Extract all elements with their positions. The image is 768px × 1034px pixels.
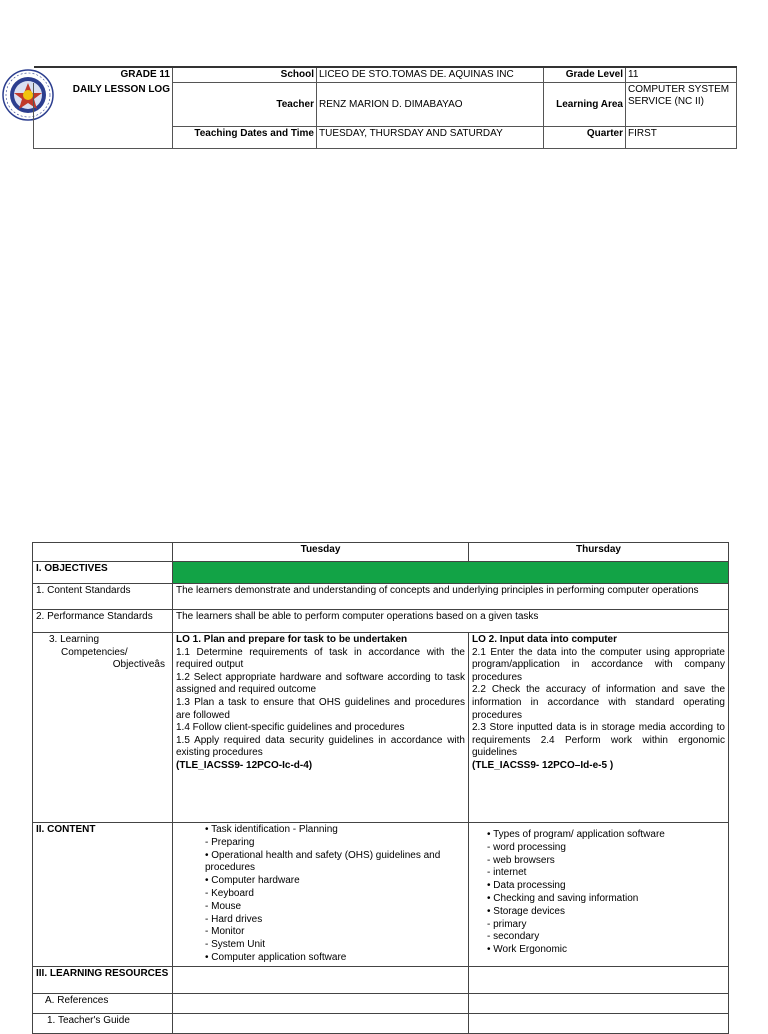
competencies-label-line-3: Objectiveâs xyxy=(112,659,165,671)
competencies-label xyxy=(33,633,173,823)
thursday-lo-title: LO 2. Input data into computer xyxy=(472,634,617,645)
content-label: II. CONTENT xyxy=(33,823,173,967)
references-tuesday xyxy=(173,993,469,1013)
content-standards-text: The learners demonstrate and understanding of concepts and underlying principles in performing computer operations xyxy=(173,584,729,610)
grade-level-label: Grade Level xyxy=(544,67,626,83)
thursday-competency-code: (TLE_IACSS9- 12PCO–Id-e-5 ) xyxy=(472,759,614,771)
tuesday-column-header: Tuesday xyxy=(173,543,469,562)
thursday-content-item: • Work Ergonomic xyxy=(487,944,568,956)
thursday-content-item: • Data processing xyxy=(487,880,566,892)
tuesday-content-item: - Hard drives xyxy=(205,913,263,925)
learning-area-label: Learning Area xyxy=(544,83,626,127)
content-standards-label: 1. Content Standards xyxy=(33,584,173,610)
thursday-content-item: - web browsers xyxy=(487,854,555,866)
thursday-lo-item: 2.1 Enter the data into the computer using appropriate program/application in accordance with company procedures xyxy=(472,646,725,683)
tuesday-lo-item: 1.2 Select appropriate hardware and software according to task assigned and required outcome xyxy=(176,671,465,696)
teachers-guide-label: 1. Teacher's Guide xyxy=(33,1013,173,1033)
teacher-label: Teacher xyxy=(173,83,317,127)
thursday-content-item: - secondary xyxy=(487,931,540,943)
daily-lesson-log-title: DAILY LESSON LOG xyxy=(34,83,173,149)
tuesday-lo-item: 1.3 Plan a task to ensure that OHS guidelines and procedures are followed xyxy=(176,696,465,721)
learning-resources-label: III. LEARNING RESOURCES xyxy=(33,966,173,993)
teaching-dates-label: Teaching Dates and Time xyxy=(173,127,317,149)
thursday-column-header: Thursday xyxy=(469,543,729,562)
learning-resources-tuesday xyxy=(173,966,469,993)
objectives-bar xyxy=(173,562,729,584)
performance-standards-text: The learners shall be able to perform computer operations based on a given tasks xyxy=(173,610,729,633)
tuesday-lo-item: 1.5 Apply required data security guidelines in accordance with existing procedures xyxy=(176,734,465,759)
competencies-label-line-2: Competencies/ xyxy=(61,646,128,658)
tuesday-content-item: - Mouse xyxy=(205,900,242,912)
teachers-guide-tuesday xyxy=(173,1013,469,1033)
blank-header-cell xyxy=(33,543,173,562)
tuesday-content-item: • Task identification - Planning xyxy=(205,824,338,835)
performance-standards-label: 2. Performance Standards xyxy=(33,610,173,633)
tuesday-lo-title: LO 1. Plan and prepare for task to be undertaken xyxy=(176,634,408,645)
thursday-content xyxy=(469,823,729,967)
thursday-content-item: - primary xyxy=(487,918,527,930)
tuesday-content xyxy=(173,823,469,967)
tuesday-content-item: - Keyboard xyxy=(205,887,254,899)
references-label: A. References xyxy=(33,993,173,1013)
thursday-competencies xyxy=(469,633,729,823)
thursday-lo-item: 2.2 Check the accuracy of information and save the information in accordance with standard operating procedures xyxy=(472,684,725,721)
objectives-label: I. OBJECTIVES xyxy=(33,562,173,584)
learning-resources-thursday xyxy=(469,966,729,993)
lesson-table xyxy=(32,542,729,1034)
header-table xyxy=(33,66,737,149)
tuesday-content-item: - Preparing xyxy=(205,836,255,848)
tuesday-content-item: • Operational health and safety (OHS) guidelines and procedures xyxy=(205,849,441,874)
thursday-lo-item: 2.3 Store inputted data is in storage media according to requirements 2.4 Perform work within ergonomic guidelines xyxy=(472,722,725,759)
learning-area-value: COMPUTER SYSTEM SERVICE (NC II) xyxy=(626,83,737,127)
grade-level-value: 11 xyxy=(626,67,737,83)
quarter-label: Quarter xyxy=(544,127,626,149)
thursday-content-item: • Types of program/ application software xyxy=(487,829,665,840)
teachers-guide-thursday xyxy=(469,1013,729,1033)
thursday-content-item: • Storage devices xyxy=(487,905,565,917)
school-value: LICEO DE STO.TOMAS DE. AQUINAS INC xyxy=(317,67,544,83)
tuesday-content-item: - System Unit xyxy=(205,939,266,951)
competencies-label-line-1: 3. Learning xyxy=(49,634,100,645)
teacher-value: RENZ MARION D. DIMABAYAO xyxy=(317,83,544,127)
tuesday-content-item: • Computer hardware xyxy=(205,875,300,887)
tuesday-lo-item: 1.4 Follow client-specific guidelines and procedures xyxy=(176,722,405,734)
tuesday-lo-item: 1.1 Determine requirements of task in accordance with the required output xyxy=(176,646,465,671)
grade-label: GRADE 11 xyxy=(34,67,173,83)
thursday-content-item: - internet xyxy=(487,867,527,879)
tuesday-competency-code: (TLE_IACSS9- 12PCO-Ic-d-4) xyxy=(176,759,313,771)
tuesday-content-item: - Monitor xyxy=(205,926,245,938)
references-thursday xyxy=(469,993,729,1013)
quarter-value: FIRST xyxy=(626,127,737,149)
teaching-dates-value: TUESDAY, THURSDAY AND SATURDAY xyxy=(317,127,544,149)
thursday-content-item: • Checking and saving information xyxy=(487,892,639,904)
tuesday-content-item: • Computer application software xyxy=(205,951,347,963)
school-label: School xyxy=(173,67,317,83)
tuesday-competencies xyxy=(173,633,469,823)
thursday-content-item: - word processing xyxy=(487,841,566,853)
